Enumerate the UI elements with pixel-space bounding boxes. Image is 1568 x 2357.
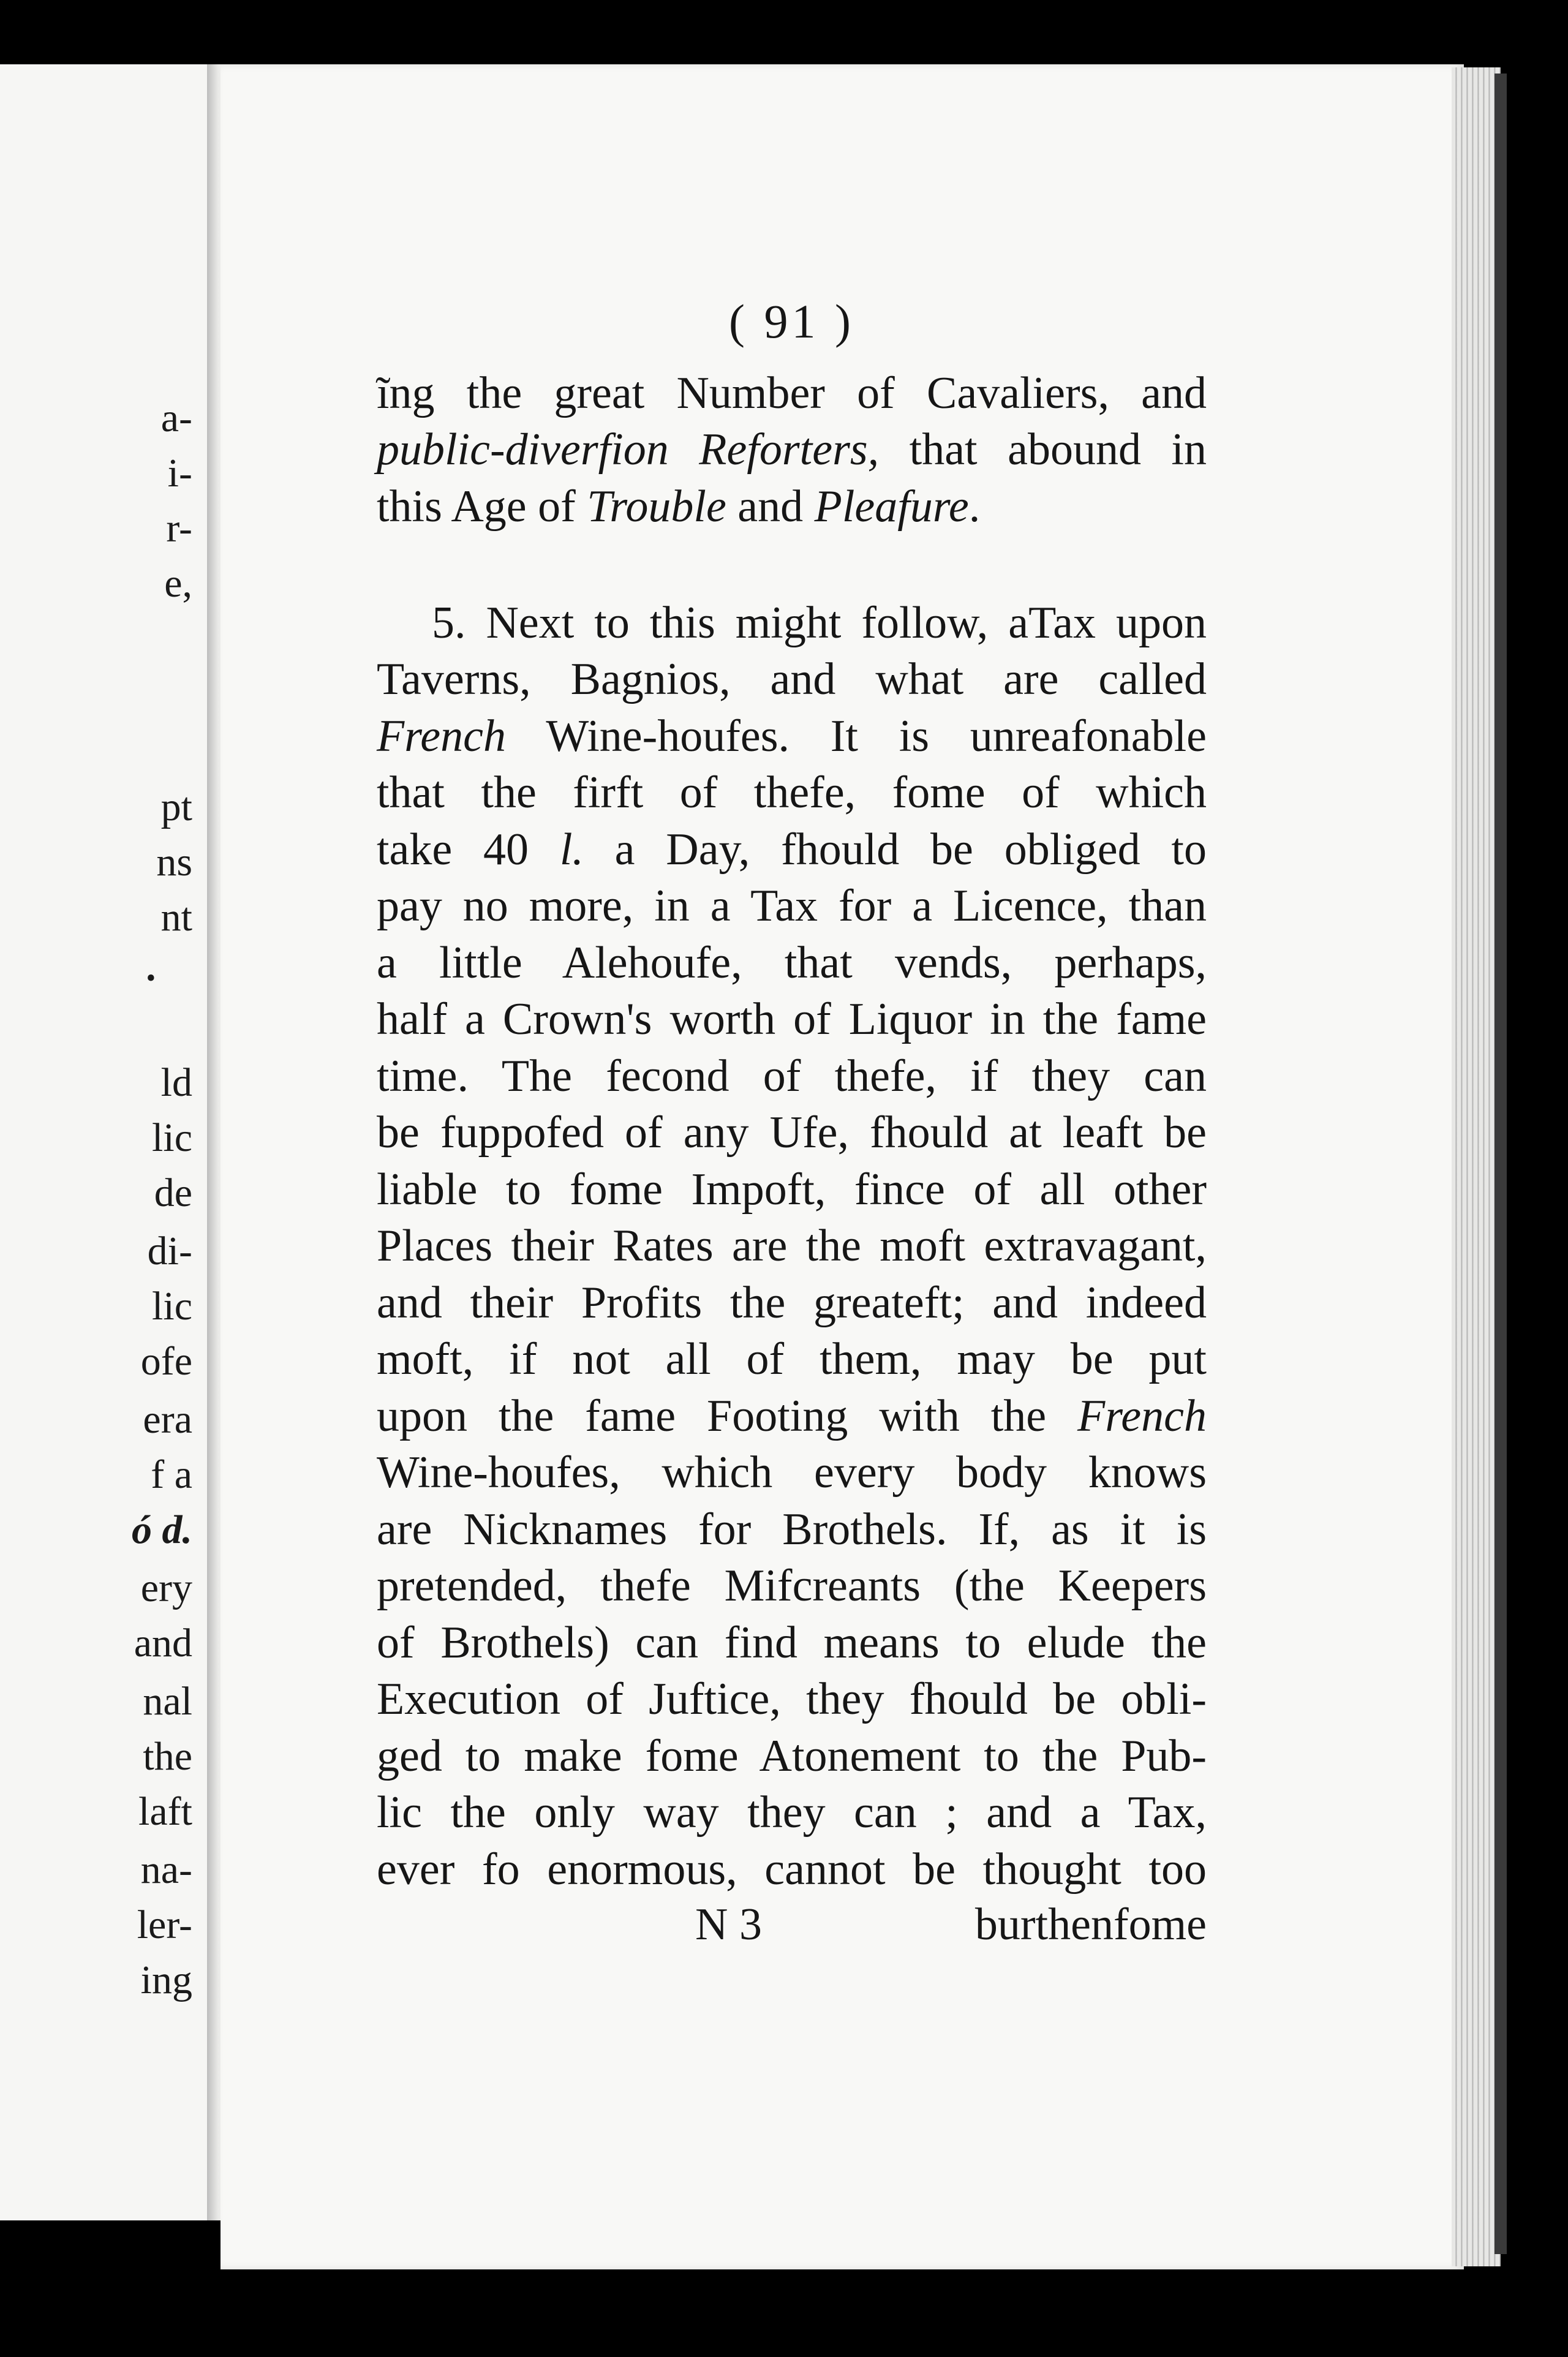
fragment: ery — [140, 1566, 192, 1610]
text-line: upon the fame Footing with the French — [377, 1391, 1207, 1441]
fragment: lic — [152, 1115, 192, 1160]
text-line: Execution of Juftice, they fhould be obli- — [377, 1674, 1207, 1724]
text-line: of Brothels) can find means to elude the — [377, 1618, 1207, 1668]
fragment: na- — [140, 1847, 192, 1892]
text-line: Taverns, Bagnios, and what are called — [377, 654, 1207, 704]
fragment: ler- — [137, 1903, 192, 1947]
fragment: ó d. — [132, 1507, 192, 1552]
text-line: that the firft of thefe, fome of which — [377, 767, 1207, 818]
text-line: pretended, thefe Mifcreants (the Keepers — [377, 1561, 1207, 1611]
text-line: take 40 l. a Day, fhould be obliged to — [377, 824, 1207, 875]
page-edge-shadow — [1494, 74, 1507, 2254]
text-line: 5. Next to this might follow, aTax upon — [432, 598, 1207, 648]
text-line: pay no more, in a Tax for a Licence, than — [377, 881, 1207, 931]
signature-mark: N 3 — [695, 1899, 762, 1950]
fragment: and — [134, 1621, 192, 1665]
text-line: are Nicknames for Brothels. If, as it is — [377, 1504, 1207, 1555]
fragment: lic — [152, 1284, 192, 1329]
text-line: be fuppofed of any Ufe, fhould at leaft be — [377, 1107, 1207, 1158]
page-number: ( 91 ) — [729, 295, 854, 348]
text-line: time. The fecond of thefe, if they can — [377, 1051, 1207, 1101]
previous-page-fragments — [0, 64, 192, 2220]
text-line: Places their Rates are the moft extravagant, — [377, 1221, 1207, 1271]
text-line: and their Profits the greateft; and indeed — [377, 1278, 1207, 1328]
text-line: ged to make fome Atonement to the Pub- — [377, 1731, 1207, 1781]
text-line: liable to fome Impoft, fince of all other — [377, 1164, 1207, 1215]
fragment: ofe — [140, 1339, 192, 1384]
text-line: ever fo enormous, cannot be thought too — [377, 1844, 1207, 1895]
text-line: a little Alehoufe, that vends, perhaps, — [377, 938, 1207, 988]
fragment: the — [143, 1734, 192, 1779]
fragment: i- — [167, 451, 192, 496]
fragment: era — [143, 1397, 192, 1442]
fragment: e, — [164, 561, 192, 606]
text-line: this Age of Trouble and Pleafure. — [377, 481, 981, 532]
previous-page-edge — [0, 64, 210, 2220]
text-line: ĩng the great Number of Cavaliers, and — [377, 368, 1207, 418]
fragment: di- — [147, 1229, 192, 1273]
fragment: de — [154, 1171, 192, 1215]
fragment: nal — [143, 1679, 192, 1724]
text-line: moft, if not all of them, may be put — [377, 1334, 1207, 1384]
fragment: a- — [160, 396, 192, 440]
fragment: r- — [166, 506, 192, 551]
fragment: laft — [138, 1789, 192, 1834]
fragment: ld — [160, 1060, 192, 1105]
text-line: French Wine-houfes. It is unreafonable — [377, 711, 1207, 761]
text-line: public-diverfion Reforters, that abound in — [377, 424, 1207, 475]
fragment: ing — [140, 1958, 192, 2002]
page-edges — [1452, 67, 1501, 2266]
fragment: f a — [151, 1452, 192, 1497]
text-line: Wine-houfes, which every body knows — [377, 1447, 1207, 1498]
fragment: pt — [160, 785, 192, 829]
text-line: lic the only way they can ; and a Tax, — [377, 1787, 1207, 1838]
fragment: • — [146, 963, 156, 993]
catchword: burthenfome — [974, 1899, 1207, 1950]
fragment: nt — [160, 895, 192, 940]
text-line: half a Crown's worth of Liquor in the fame — [377, 994, 1207, 1044]
fragment: ns — [156, 840, 192, 884]
